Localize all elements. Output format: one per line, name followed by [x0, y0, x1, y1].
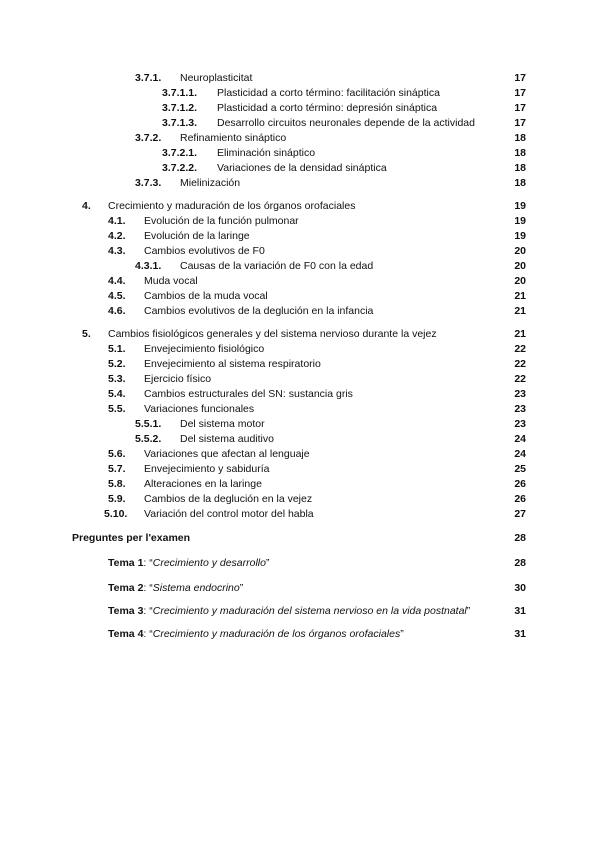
toc-entry-page: 20 [514, 245, 526, 257]
question-topic: Sistema endocrino [152, 582, 240, 594]
toc-entry-page: 23 [514, 418, 526, 430]
toc-entry-title: Cambios evolutivos de F0 [144, 245, 265, 257]
toc-entry[interactable] [108, 492, 526, 506]
question-separator: : “ [143, 628, 153, 640]
toc-heading[interactable] [72, 531, 526, 545]
toc-entry-number: 3.7.1.1. [162, 87, 198, 99]
toc-entry-page: 18 [514, 132, 526, 144]
toc-entry[interactable] [108, 447, 526, 461]
toc-entry-page: 27 [514, 508, 526, 520]
toc-entry-title: Envejecimiento al sistema respiratorio [144, 358, 321, 370]
toc-entry-page: 22 [514, 343, 526, 355]
toc-entry-title: Cambios de la deglución en la vejez [144, 493, 313, 505]
toc-entry-number: 4.1. [108, 215, 126, 227]
toc-entry[interactable] [135, 259, 526, 273]
question-close-quote: ” [265, 557, 270, 569]
toc-entry-number: 5.9. [108, 493, 126, 505]
toc-entry-page: 17 [514, 102, 526, 114]
toc-entry-number: 5.5. [108, 403, 126, 415]
toc-entry-page: 21 [514, 328, 526, 340]
toc-entry[interactable] [162, 101, 526, 115]
toc-entry-title: Crecimiento y maduración de los órganos orofaciales [108, 200, 356, 212]
toc-entry-number: 4.4. [108, 275, 126, 287]
toc-entry[interactable] [108, 372, 526, 386]
toc-entry-number: 4.3. [108, 245, 126, 257]
toc-entry-title: Desarrollo circuitos neuronales depende de la actividad [217, 117, 475, 129]
question-topic: Crecimiento y desarrollo [152, 557, 266, 569]
toc-entry-title: Cambios evolutivos de la deglución en la infancia [144, 305, 374, 317]
toc-entry-title: Ejercicio físico [144, 373, 212, 385]
question-title [108, 581, 243, 595]
toc-entry[interactable] [108, 304, 526, 318]
toc-entry[interactable] [82, 327, 526, 341]
question-label: Tema 3 [108, 605, 144, 617]
toc-entry-number: 4.2. [108, 230, 126, 242]
toc-entry-page: 19 [514, 230, 526, 242]
question-title [108, 604, 470, 618]
toc-entry-page: 31 [514, 628, 526, 640]
toc-entry[interactable] [108, 289, 526, 303]
question-close-quote: ” [466, 605, 471, 617]
toc-entry[interactable] [135, 432, 526, 446]
toc-entry[interactable] [135, 71, 526, 85]
toc-entry-title: Causas de la variación de F0 con la edad [180, 260, 374, 272]
toc-entry-page: 30 [514, 582, 526, 594]
question-topic: Crecimiento y maduración del sistema nervioso en la vida postnatal [152, 605, 467, 617]
toc-entry-page: 23 [514, 388, 526, 400]
toc-entry-number: 3.7.2.1. [162, 147, 198, 159]
toc-entry-title: Cambios estructurales del SN: sustancia gris [144, 388, 353, 400]
toc-entry-number: 3.7.1.2. [162, 102, 198, 114]
toc-entry-number: 3.7.1. [135, 72, 162, 84]
toc-entry-title: Variaciones de la densidad sináptica [217, 162, 387, 174]
toc-entry-page: 20 [514, 260, 526, 272]
toc-entry[interactable] [108, 357, 526, 371]
toc-entry-title: Cambios fisiológicos generales y del sistema nervioso durante la vejez [108, 328, 437, 340]
toc-entry-number: 5.1. [108, 343, 126, 355]
toc-entry-page: 17 [514, 87, 526, 99]
toc-entry-page: 18 [514, 177, 526, 189]
toc-entry[interactable] [108, 387, 526, 401]
toc-entry[interactable] [135, 176, 526, 190]
toc-entry-title: Plasticidad a corto término: facilitación sináptica [217, 87, 440, 99]
toc-entry-title: Envejecimiento fisiológico [144, 343, 265, 355]
toc-entry[interactable] [162, 86, 526, 100]
question-close-quote: ” [400, 628, 404, 640]
toc-entry-number: 5.6. [108, 448, 126, 460]
toc-entry-title: Variaciones funcionales [144, 403, 255, 415]
toc-entry-page: 19 [514, 215, 526, 227]
toc-entry-number: 5.3. [108, 373, 126, 385]
question-label: Tema 1 [108, 557, 144, 569]
toc-question[interactable] [108, 604, 526, 618]
toc-entry[interactable] [135, 131, 526, 145]
toc-entry-page: 21 [514, 305, 526, 317]
toc-entry-page: 21 [514, 290, 526, 302]
toc-entry-title: Eliminación sináptico [217, 147, 316, 159]
question-topic: Crecimiento y maduración de los órganos orofaciales [152, 628, 401, 640]
toc-entry[interactable] [82, 199, 526, 213]
toc-entry[interactable] [162, 146, 526, 160]
toc-entry[interactable] [104, 507, 526, 521]
question-separator: : “ [143, 557, 153, 569]
toc-heading-title: Preguntes per l'examen [72, 532, 191, 544]
toc-entry-title: Evolución de la laringe [144, 230, 250, 242]
toc-entry-page: 28 [514, 532, 526, 544]
toc-entry-page: 18 [514, 162, 526, 174]
toc-entry-number: 5. [82, 328, 91, 340]
toc-entry-title: Neuroplasticitat [180, 72, 253, 84]
toc-entry-number: 5.2. [108, 358, 126, 370]
toc-entry-number: 4.3.1. [135, 260, 162, 272]
toc-entry-number: 5.10. [104, 508, 128, 520]
toc-entry[interactable] [108, 244, 526, 258]
question-separator: : “ [143, 605, 153, 617]
toc-question[interactable] [108, 556, 526, 570]
toc-entry-number: 5.5.1. [135, 418, 162, 430]
question-label: Tema 4 [108, 628, 144, 640]
toc-entry-title: Plasticidad a corto término: depresión sináptica [217, 102, 438, 114]
toc-entry[interactable] [135, 417, 526, 431]
toc-entry[interactable] [108, 274, 526, 288]
toc-entry-page: 24 [514, 433, 526, 445]
toc-entry-title: Cambios de la muda vocal [144, 290, 268, 302]
toc-entry-page: 17 [514, 72, 526, 84]
toc-entry[interactable] [108, 229, 526, 243]
toc-question[interactable] [108, 627, 526, 641]
toc-entry-title: Del sistema auditivo [180, 433, 274, 445]
question-title [108, 627, 404, 641]
toc-entry[interactable] [108, 462, 526, 476]
question-title [108, 556, 269, 570]
toc-entry-title: Variación del control motor del habla [144, 508, 314, 520]
toc-entry-title: Del sistema motor [180, 418, 265, 430]
toc-entry-page: 23 [514, 403, 526, 415]
toc-entry-title: Envejecimiento y sabiduría [144, 463, 270, 475]
toc-entry-title: Mielinización [180, 177, 241, 189]
toc-entry-page: 20 [514, 275, 526, 287]
toc-entry-title: Variaciones que afectan al lenguaje [144, 448, 310, 460]
toc-entry-page: 28 [514, 557, 526, 569]
toc-entry-title: Refinamiento sináptico [180, 132, 287, 144]
toc-entry-number: 4.6. [108, 305, 126, 317]
toc-entry-number: 3.7.2.2. [162, 162, 198, 174]
toc-entry-number: 5.8. [108, 478, 126, 490]
toc-entry[interactable] [108, 477, 526, 491]
toc-entry-title: Muda vocal [144, 275, 198, 287]
question-close-quote: ” [239, 582, 244, 594]
toc-entry[interactable] [108, 402, 526, 416]
toc-entry-page: 25 [514, 463, 526, 475]
toc-entry[interactable] [108, 342, 526, 356]
toc-entry-number: 4.5. [108, 290, 126, 302]
toc-entry-number: 5.5.2. [135, 433, 162, 445]
toc-question[interactable] [108, 581, 526, 595]
toc-entry-page: 31 [514, 605, 526, 617]
question-separator: : “ [143, 582, 153, 594]
question-label: Tema 2 [108, 582, 144, 594]
toc-entry-page: 19 [514, 200, 526, 212]
toc-entry-number: 3.7.2. [135, 132, 162, 144]
toc-entry-page: 18 [514, 147, 526, 159]
toc-entry-page: 22 [514, 373, 526, 385]
toc-entry-number: 4. [82, 200, 91, 212]
toc-entry-page: 26 [514, 493, 526, 505]
toc-entry-page: 26 [514, 478, 526, 490]
toc-entry[interactable] [108, 214, 526, 228]
toc-entry-page: 17 [514, 117, 526, 129]
toc-entry-page: 22 [514, 358, 526, 370]
toc-entry-number: 3.7.1.3. [162, 117, 198, 129]
toc-entry-number: 5.4. [108, 388, 126, 400]
toc-entry-page: 24 [514, 448, 526, 460]
toc-entry-number: 5.7. [108, 463, 126, 475]
toc-entry-title: Evolución de la función pulmonar [144, 215, 299, 227]
toc-entry[interactable] [162, 116, 526, 130]
toc-entry-number: 3.7.3. [135, 177, 162, 189]
toc-entry[interactable] [162, 161, 526, 175]
toc-entry-title: Alteraciones en la laringe [144, 478, 262, 490]
